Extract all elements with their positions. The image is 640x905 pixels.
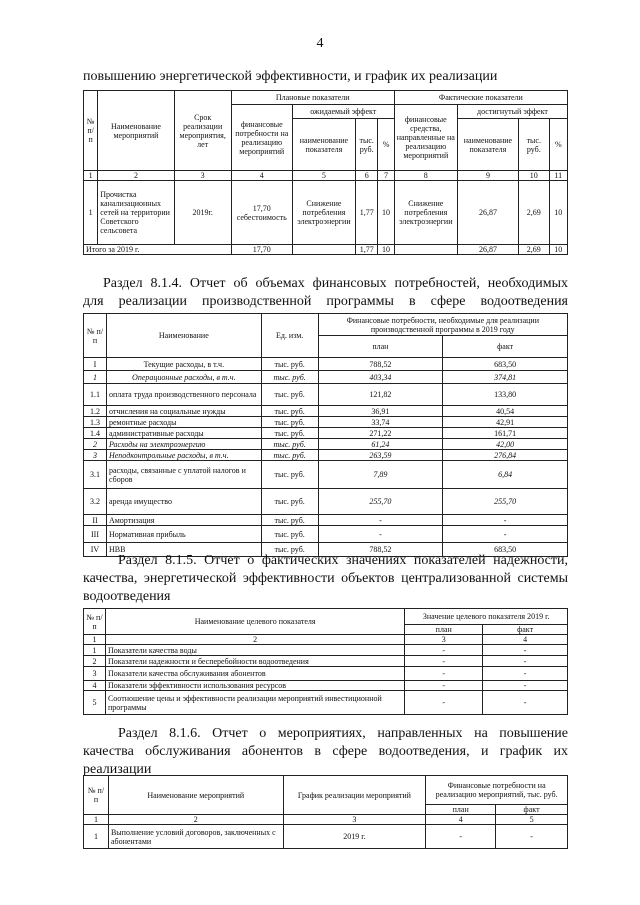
row-num: I [84, 358, 107, 371]
table-cell: 1 [84, 181, 98, 245]
row-fact: - [483, 691, 568, 715]
indicator-name-header: наименование показателя [457, 119, 518, 171]
row-fact: 161,71 [443, 428, 568, 439]
row-plan: - [405, 656, 483, 667]
row-name: Расходы на электроэнергию [106, 439, 261, 450]
section-8-1-6-heading-line3: реализации [83, 762, 152, 777]
row-name: Показатели эффективности использования ресурсов [105, 681, 404, 691]
col-schedule-header: График реализации мероприятий [283, 776, 426, 815]
row-unit: тыс. руб. [261, 515, 318, 526]
col-number: 3 [283, 815, 426, 825]
fact-header: факт [443, 336, 568, 358]
energy-efficiency-table [83, 90, 568, 255]
row-fact: 42,91 [443, 417, 568, 428]
row-fact: 683,50 [443, 358, 568, 371]
row-num: 3.2 [84, 489, 107, 515]
col-number: 3 [174, 171, 231, 181]
row-num: 2 [84, 656, 106, 667]
col-number: 3 [405, 635, 483, 645]
actual-indicators-header: Фактические показатели [394, 91, 567, 105]
row-name: Показатели надежности и бесперебойности водоотведения [105, 656, 404, 667]
row-plan: - [405, 691, 483, 715]
col-number: 8 [394, 171, 457, 181]
table-cell: 2,69 [519, 245, 550, 255]
row-plan: - [405, 681, 483, 691]
achieved-effect-header: достигнутый эффект [457, 105, 567, 119]
row-plan: 403,34 [318, 371, 443, 384]
row-fact: 133,80 [443, 384, 568, 406]
row-name: Показатели качества обслуживания абонентов [105, 667, 404, 681]
col-num-header: № п/п [84, 91, 98, 171]
ths-rub-header: тыс. руб. [519, 119, 550, 171]
row-num: 1.1 [84, 384, 107, 406]
table-cell: 17,70 [231, 245, 292, 255]
table-cell: 1,77 [356, 245, 378, 255]
row-unit: тыс. руб. [261, 406, 318, 417]
table-cell: 2,69 [519, 181, 550, 245]
total-label: Итого за 2019 г. [84, 245, 232, 255]
section-8-1-5-heading-line2: качества, энергетической эффективности объектов централизованной системы [83, 571, 568, 586]
row-fact: 276,84 [443, 450, 568, 461]
row-num: 3.1 [84, 461, 107, 489]
row-unit: тыс. руб. [261, 450, 318, 461]
row-name: административные расходы [106, 428, 261, 439]
row-fact: 40,54 [443, 406, 568, 417]
row-name: отчисления на социальные нужды [106, 406, 261, 417]
row-unit: тыс. руб. [261, 543, 318, 557]
table-cell: 10 [378, 245, 394, 255]
col-name-header: Наименование мероприятий [108, 776, 283, 815]
row-num: 3 [84, 667, 106, 681]
fin-plan-header: финансовые потребности на реализацию мероприятий [231, 105, 292, 171]
col-number: 2 [108, 815, 283, 825]
row-num: 4 [84, 681, 106, 691]
row-plan: 788,52 [318, 358, 443, 371]
fin-needs-header: Финансовые потребности на реализацию мероприятий, тыс. руб. [426, 776, 568, 805]
table-cell: Снижение потребления электроэнергии [394, 181, 457, 245]
row-fact: - [443, 526, 568, 543]
table-cell: 10 [378, 181, 394, 245]
row-unit: тыс. руб. [261, 384, 318, 406]
row-plan: 7,89 [318, 461, 443, 489]
table-cell: 17,70 себестоимость [231, 181, 292, 245]
col-number: 6 [356, 171, 378, 181]
row-fact: - [496, 825, 568, 849]
col-number: 1 [84, 171, 98, 181]
section-8-1-5-heading-line3: водоотведения [83, 589, 171, 604]
target-indicators-table [83, 608, 568, 715]
col-number: 2 [105, 635, 404, 645]
fin-needs-header: Финансовые потребности, необходимые для реализации производственной программы в 2019 году [318, 314, 567, 336]
row-name: оплата труда производственного персонала [106, 384, 261, 406]
row-num: 1 [84, 825, 109, 849]
col-number: 1 [84, 815, 109, 825]
col-number: 10 [519, 171, 550, 181]
row-plan: 788,52 [318, 543, 443, 557]
row-name: Неподконтрольные расходы, в т.ч. [106, 450, 261, 461]
table-cell: 1,77 [356, 181, 378, 245]
row-fact: - [483, 681, 568, 691]
row-plan: - [405, 645, 483, 656]
row-plan: - [318, 515, 443, 526]
table-cell: 10 [549, 181, 567, 245]
row-plan: 263,59 [318, 450, 443, 461]
row-fact: 6,84 [443, 461, 568, 489]
col-number: 9 [457, 171, 518, 181]
section-8-1-5-heading: Раздел 8.1.5. Отчет о фактических значениях показателей надежности, [118, 553, 568, 568]
table-cell: 2019г. [174, 181, 231, 245]
row-num: 1.2 [84, 406, 107, 417]
col-name-header: Наименование мероприятий [98, 91, 174, 171]
row-num: III [84, 526, 107, 543]
row-name: Соотношение цены и эффективности реализации мероприятий инвестиционной программы [105, 691, 404, 715]
col-name-header: Наименование целевого показателя [105, 609, 404, 635]
row-num: 1.4 [84, 428, 107, 439]
row-num: 1 [84, 645, 106, 656]
row-fact: - [483, 667, 568, 681]
section-8-1-6-heading-line2: качества обслуживания абонентов в сфере водоотведения, и график их [83, 744, 568, 759]
plan-header: план [405, 625, 483, 635]
row-schedule: 2019 г. [283, 825, 426, 849]
row-plan: - [318, 526, 443, 543]
customer-service-measures-table [83, 775, 568, 849]
col-name-header: Наименование [106, 314, 261, 358]
col-number: 1 [84, 635, 106, 645]
row-fact: - [443, 515, 568, 526]
plan-header: план [426, 805, 496, 815]
col-unit-header: Ед. изм. [261, 314, 318, 358]
row-plan: - [405, 667, 483, 681]
section-8-1-4-heading: Раздел 8.1.4. Отчет об объемах финансовых потребностей, необходимых [103, 276, 568, 291]
row-unit: тыс. руб. [261, 358, 318, 371]
row-name: Текущие расходы, в т.ч. [106, 358, 261, 371]
row-unit: тыс. руб. [261, 439, 318, 450]
row-name: Операционные расходы, в т.ч. [106, 371, 261, 384]
col-number: 5 [292, 171, 355, 181]
fact-header: факт [483, 625, 568, 635]
fin-actual-header: финансовые средства, направленные на реализацию мероприятий [394, 105, 457, 171]
row-unit: тыс. руб. [261, 526, 318, 543]
row-name: расходы, связанные с уплатой налогов и сборов [106, 461, 261, 489]
fact-header: факт [496, 805, 568, 815]
section-8-1-3-heading-continuation: повышению энергетической эффективности, и график их реализации [83, 69, 498, 84]
row-unit: тыс. руб. [261, 417, 318, 428]
row-fact: 255,70 [443, 489, 568, 515]
planned-indicators-header: Плановые показатели [231, 91, 394, 105]
table-cell: Снижение потребления электроэнергии [292, 181, 355, 245]
table-cell: 26,87 [457, 181, 518, 245]
row-num: 5 [84, 691, 106, 715]
col-number: 7 [378, 171, 394, 181]
col-num-header: № п/п [84, 314, 107, 358]
col-num-header: № п/п [84, 776, 109, 815]
row-fact: - [483, 656, 568, 667]
table-cell: Прочистка канализационных сетей на территории Советского сельсовета [98, 181, 174, 245]
row-unit: тыс. руб. [261, 461, 318, 489]
col-number: 4 [483, 635, 568, 645]
indicator-name-header: наименование показателя [292, 119, 355, 171]
section-8-1-4-heading-line2: для реализации производственной программы в сфере водоотведения [83, 294, 568, 309]
pct-header: % [549, 119, 567, 171]
row-plan: - [426, 825, 496, 849]
row-plan: 61,24 [318, 439, 443, 450]
row-num: 1 [84, 371, 107, 384]
row-num: IV [84, 543, 107, 557]
col-number: 4 [231, 171, 292, 181]
section-8-1-6-heading: Раздел 8.1.6. Отчет о мероприятиях, направленных на повышение [118, 726, 568, 741]
financial-needs-table [83, 313, 568, 557]
row-name: Нормативная прибыль [106, 526, 261, 543]
row-name: Показатели качества воды [105, 645, 404, 656]
row-num: 3 [84, 450, 107, 461]
row-fact: - [483, 645, 568, 656]
row-fact: 374,81 [443, 371, 568, 384]
row-num: 1.3 [84, 417, 107, 428]
plan-header: план [318, 336, 443, 358]
expected-effect-header: ожидаемый эффект [292, 105, 394, 119]
row-num: 2 [84, 439, 107, 450]
row-plan: 271,22 [318, 428, 443, 439]
col-num-header: № п/п [84, 609, 106, 635]
col-number: 2 [98, 171, 174, 181]
ths-rub-header: тыс. руб. [356, 119, 378, 171]
pct-header: % [378, 119, 394, 171]
col-number: 5 [496, 815, 568, 825]
row-num: II [84, 515, 107, 526]
row-plan: 255,70 [318, 489, 443, 515]
row-fact: 42,00 [443, 439, 568, 450]
row-name: Амортизация [106, 515, 261, 526]
row-unit: тыс. руб. [261, 371, 318, 384]
page-number: 4 [316, 36, 324, 51]
row-plan: 36,91 [318, 406, 443, 417]
table-cell: 10 [549, 245, 567, 255]
row-name: НВВ [106, 543, 261, 557]
table-cell: 26,87 [457, 245, 518, 255]
target-value-header: Значение целевого показателя 2019 г. [405, 609, 568, 625]
row-name: Выполнение условий договоров, заключенных с абонентами [108, 825, 283, 849]
col-number: 4 [426, 815, 496, 825]
row-name: ремонтные расходы [106, 417, 261, 428]
row-name: аренда имущество [106, 489, 261, 515]
row-unit: тыс. руб. [261, 489, 318, 515]
col-number: 11 [549, 171, 567, 181]
row-fact: 683,50 [443, 543, 568, 557]
row-unit: тыс. руб. [261, 428, 318, 439]
row-plan: 33,74 [318, 417, 443, 428]
col-term-header: Срок реализации мероприятия, лет [174, 91, 231, 171]
row-plan: 121,82 [318, 384, 443, 406]
